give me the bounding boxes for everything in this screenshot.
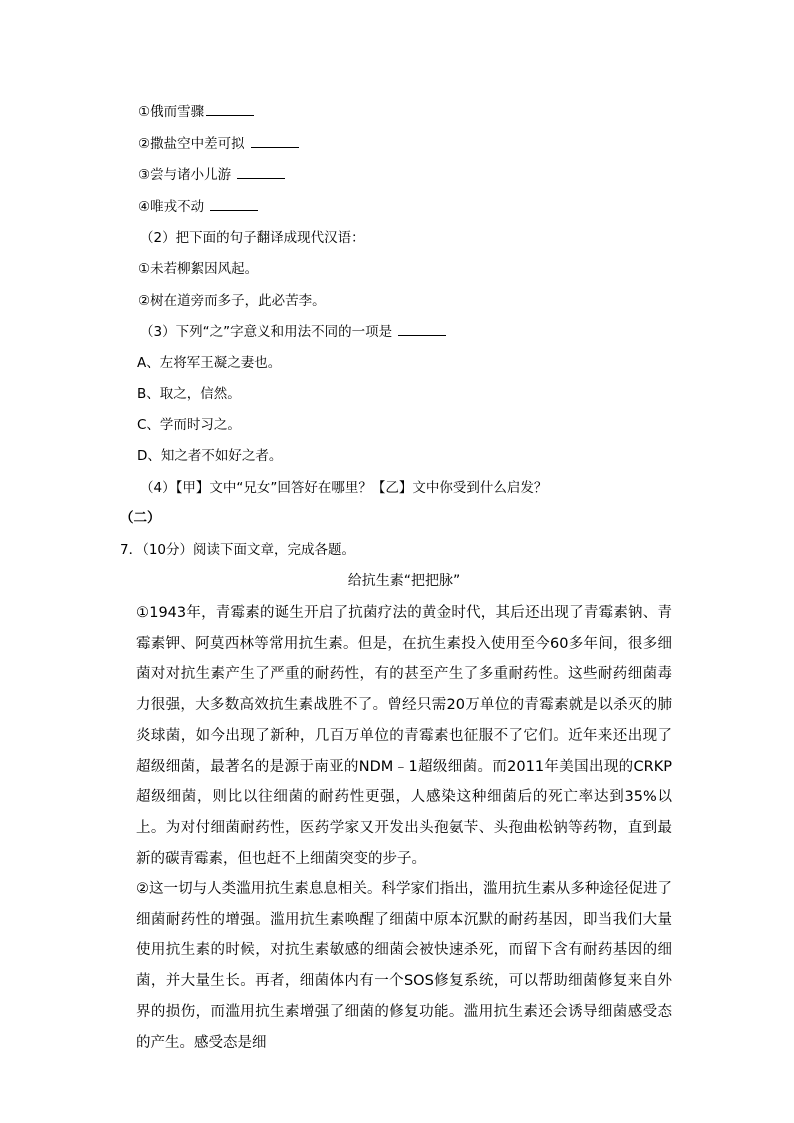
q7-stem: 7．（10分）阅读下面文章，完成各题。: [120, 542, 356, 558]
article-title: 给抗生素“把把脉”: [347, 573, 461, 589]
q6-part1-item-4: ④唯戎不动: [138, 197, 258, 217]
q6-part1-item-3: ③尝与诸小儿游: [138, 165, 285, 185]
q6-part2-prompt: （2）把下面的句子翻译成现代汉语：: [140, 230, 365, 246]
q6-part4-prompt: （4）【甲】文中“兄女”回答好在哪里？【乙】文中你受到什么启发？: [140, 480, 548, 496]
q6-part3-option-d: D、知之者不如好之者。: [137, 448, 283, 464]
q6-part3-option-c: C、学而时习之。: [137, 417, 241, 433]
article-paragraph-1: ①1943年，青霉素的诞生开启了抗菌疗法的黄金时代，其后还出现了青霉素钠、青霉素钾、阿莫西林等常用抗生素。但是，在抗生素投入使用至今60多年间，很多细菌对对抗生素产生了严重的耐药性，有的甚至产生了多重耐药性。这些耐药细菌毒力很强，大多数高效抗生素战胜不了。曾经只需20万单位的青霉素就是以杀灭的肺炎球菌，如今出现了新种，几百万单位的青霉素也征服不了它们。近年来还出现了超级细菌，最著名的是源于南亚的NDM﹣1超级细菌。而2011年美国出现的CRKP超级细菌，则比以往细菌的耐药性更强，人感染这种细菌后的死亡率达到35%以上。为对付细菌耐药性，医药学家又开发出头孢氨苄、头孢曲松钠等药物，直到最新的碳青霉素，但也赶不上细菌突变的步子。: [136, 605, 672, 867]
answer-blank: [251, 134, 299, 148]
answer-blank: [206, 102, 254, 116]
q6-part2-item-2: ②树在道旁而多子，此必苦李。: [138, 293, 326, 309]
q6-part1-item-1: ①俄而雪骤: [138, 102, 254, 122]
answer-blank: [398, 322, 446, 336]
q6-part3-prompt: （3）下列“之”字意义和用法不同的一项是: [140, 322, 446, 342]
section-heading: （二）: [120, 510, 161, 526]
answer-blank: [237, 165, 285, 179]
q6-part1-item-2: ②撒盐空中差可拟: [138, 134, 299, 154]
q6-part2-item-1: ①未若柳絮因风起。: [138, 261, 259, 277]
answer-blank: [210, 197, 258, 211]
q6-part3-option-a: A、左将军王凝之妻也。: [137, 355, 282, 371]
q6-part3-option-b: B、取之，信然。: [137, 386, 241, 402]
article-paragraph-2: ②这一切与人类滥用抗生素息息相关。科学家们指出，滥用抗生素从多种途径促进了细菌耐药性的增强。滥用抗生素唤醒了细菌中原本沉默的耐药基因，即当我们大量使用抗生素的时候，对抗生素敏感的细菌会被快速杀死，而留下含有耐药基因的细菌，并大量生长。再者，细菌体内有一个SOS修复系统，可以帮助细菌修复来自外界的损伤，而滥用抗生素增强了细菌的修复功能。滥用抗生素还会诱导细菌感受态的产生。感受态是细: [136, 881, 672, 1051]
